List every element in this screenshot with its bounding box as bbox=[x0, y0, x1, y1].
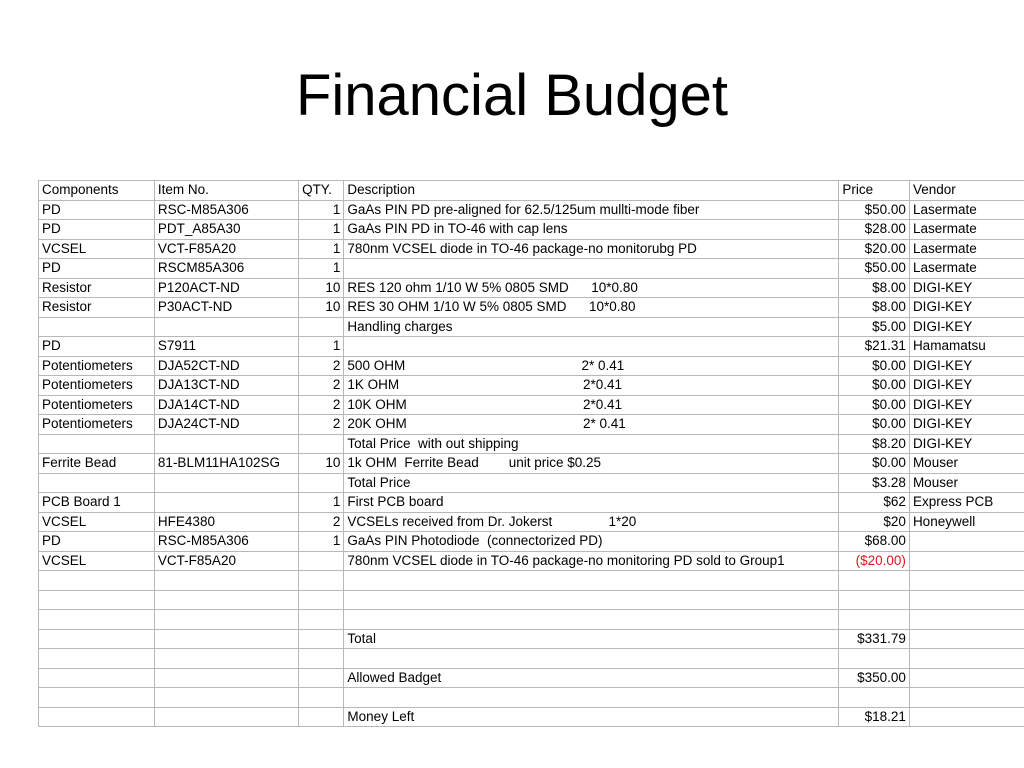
cell-price: ($20.00) bbox=[839, 551, 910, 571]
cell-component: PD bbox=[39, 220, 155, 240]
cell-vendor: Hamamatsu bbox=[909, 337, 1024, 357]
cell-vendor: Honeywell bbox=[909, 512, 1024, 532]
cell-qty: 2 bbox=[299, 415, 344, 435]
cell-item-no bbox=[154, 317, 298, 337]
cell-qty bbox=[299, 610, 344, 630]
cell-vendor: Mouser bbox=[909, 454, 1024, 474]
cell-item-no bbox=[154, 493, 298, 513]
cell-description: RES 120 ohm 1/10 W 5% 0805 SMD 10*0.80 bbox=[344, 278, 839, 298]
cell-vendor bbox=[909, 649, 1024, 669]
cell-description: 780nm VCSEL diode in TO-46 package-no monitorubg PD bbox=[344, 239, 839, 259]
cell-item-no: S7911 bbox=[154, 337, 298, 357]
cell-description: Handling charges bbox=[344, 317, 839, 337]
cell-qty: 2 bbox=[299, 376, 344, 396]
cell-vendor: DIGI-KEY bbox=[909, 298, 1024, 318]
cell-item-no bbox=[154, 610, 298, 630]
table-row bbox=[39, 298, 1024, 318]
cell-component bbox=[39, 571, 155, 591]
cell-vendor: Express PCB bbox=[909, 493, 1024, 513]
cell-description: 1k OHM Ferrite Bead unit price $0.25 bbox=[344, 454, 839, 474]
table-header-row bbox=[39, 181, 1024, 201]
table-row bbox=[39, 532, 1024, 552]
cell-qty bbox=[299, 707, 344, 727]
cell-qty bbox=[299, 571, 344, 591]
header-price: Price bbox=[839, 181, 910, 201]
cell-item-no: RSCM85A306 bbox=[154, 259, 298, 279]
cell-item-no bbox=[154, 668, 298, 688]
cell-price: $0.00 bbox=[839, 376, 910, 396]
table-row bbox=[39, 220, 1024, 240]
table-row bbox=[39, 278, 1024, 298]
cell-item-no: RSC-M85A306 bbox=[154, 200, 298, 220]
table-row bbox=[39, 259, 1024, 279]
cell-description: Total Price with out shipping bbox=[344, 434, 839, 454]
header-vendor: Vendor bbox=[909, 181, 1024, 201]
cell-component bbox=[39, 610, 155, 630]
cell-qty: 2 bbox=[299, 395, 344, 415]
cell-price: $0.00 bbox=[839, 356, 910, 376]
table-row bbox=[39, 629, 1024, 649]
cell-item-no: P120ACT-ND bbox=[154, 278, 298, 298]
cell-qty: 1 bbox=[299, 337, 344, 357]
table-row bbox=[39, 239, 1024, 259]
cell-qty: 1 bbox=[299, 493, 344, 513]
cell-vendor: DIGI-KEY bbox=[909, 434, 1024, 454]
cell-description: Total Price bbox=[344, 473, 839, 493]
cell-price: $8.20 bbox=[839, 434, 910, 454]
cell-component bbox=[39, 688, 155, 708]
cell-description: 20K OHM 2* 0.41 bbox=[344, 415, 839, 435]
cell-price: $18.21 bbox=[839, 707, 910, 727]
cell-item-no: DJA13CT-ND bbox=[154, 376, 298, 396]
cell-item-no bbox=[154, 649, 298, 669]
cell-description: Total bbox=[344, 629, 839, 649]
header-description: Description bbox=[344, 181, 839, 201]
cell-item-no: VCT-F85A20 bbox=[154, 239, 298, 259]
cell-component: PD bbox=[39, 200, 155, 220]
cell-vendor: DIGI-KEY bbox=[909, 356, 1024, 376]
cell-item-no bbox=[154, 590, 298, 610]
cell-description: 1K OHM 2*0.41 bbox=[344, 376, 839, 396]
cell-component: Ferrite Bead bbox=[39, 454, 155, 474]
cell-vendor bbox=[909, 688, 1024, 708]
cell-qty bbox=[299, 434, 344, 454]
cell-price: $50.00 bbox=[839, 200, 910, 220]
cell-price: $331.79 bbox=[839, 629, 910, 649]
cell-qty: 1 bbox=[299, 239, 344, 259]
table-row bbox=[39, 317, 1024, 337]
cell-vendor: Lasermate bbox=[909, 200, 1024, 220]
cell-qty: 1 bbox=[299, 532, 344, 552]
cell-qty bbox=[299, 551, 344, 571]
table-row bbox=[39, 415, 1024, 435]
cell-description: Allowed Badget bbox=[344, 668, 839, 688]
cell-component: PCB Board 1 bbox=[39, 493, 155, 513]
cell-qty: 10 bbox=[299, 298, 344, 318]
cell-component bbox=[39, 668, 155, 688]
cell-price: $0.00 bbox=[839, 395, 910, 415]
cell-price: $50.00 bbox=[839, 259, 910, 279]
header-components: Components bbox=[39, 181, 155, 201]
table-row bbox=[39, 356, 1024, 376]
table-row bbox=[39, 200, 1024, 220]
table-row bbox=[39, 454, 1024, 474]
cell-component: Potentiometers bbox=[39, 356, 155, 376]
cell-description bbox=[344, 571, 839, 591]
cell-qty: 10 bbox=[299, 278, 344, 298]
cell-vendor: DIGI-KEY bbox=[909, 395, 1024, 415]
cell-vendor bbox=[909, 668, 1024, 688]
cell-vendor: DIGI-KEY bbox=[909, 415, 1024, 435]
cell-description bbox=[344, 590, 839, 610]
cell-qty: 10 bbox=[299, 454, 344, 474]
table-row bbox=[39, 376, 1024, 396]
cell-vendor bbox=[909, 629, 1024, 649]
cell-price: $28.00 bbox=[839, 220, 910, 240]
cell-component: Potentiometers bbox=[39, 376, 155, 396]
cell-qty bbox=[299, 688, 344, 708]
table-row bbox=[39, 337, 1024, 357]
cell-component bbox=[39, 629, 155, 649]
table-row bbox=[39, 707, 1024, 727]
cell-description: 780nm VCSEL diode in TO-46 package-no monitoring PD sold to Group1 bbox=[344, 551, 839, 571]
cell-description: RES 30 OHM 1/10 W 5% 0805 SMD 10*0.80 bbox=[344, 298, 839, 318]
cell-vendor: DIGI-KEY bbox=[909, 376, 1024, 396]
cell-item-no: PDT_A85A30 bbox=[154, 220, 298, 240]
cell-description bbox=[344, 610, 839, 630]
table-row bbox=[39, 649, 1024, 669]
cell-item-no: DJA52CT-ND bbox=[154, 356, 298, 376]
cell-price bbox=[839, 571, 910, 591]
cell-qty: 2 bbox=[299, 356, 344, 376]
cell-item-no bbox=[154, 688, 298, 708]
header-item-no: Item No. bbox=[154, 181, 298, 201]
cell-vendor: Lasermate bbox=[909, 239, 1024, 259]
cell-qty bbox=[299, 668, 344, 688]
cell-item-no bbox=[154, 473, 298, 493]
cell-item-no: 81-BLM11HA102SG bbox=[154, 454, 298, 474]
cell-qty bbox=[299, 317, 344, 337]
cell-qty bbox=[299, 590, 344, 610]
table-row bbox=[39, 551, 1024, 571]
cell-component bbox=[39, 649, 155, 669]
cell-vendor: Mouser bbox=[909, 473, 1024, 493]
cell-item-no bbox=[154, 434, 298, 454]
cell-price: $68.00 bbox=[839, 532, 910, 552]
table-row bbox=[39, 610, 1024, 630]
cell-component: PD bbox=[39, 259, 155, 279]
cell-component: VCSEL bbox=[39, 239, 155, 259]
cell-price: $20 bbox=[839, 512, 910, 532]
cell-vendor: Lasermate bbox=[909, 220, 1024, 240]
cell-component: Potentiometers bbox=[39, 395, 155, 415]
cell-item-no: DJA14CT-ND bbox=[154, 395, 298, 415]
table-row bbox=[39, 590, 1024, 610]
cell-price: $62 bbox=[839, 493, 910, 513]
cell-price: $8.00 bbox=[839, 298, 910, 318]
cell-description: GaAs PIN Photodiode (connectorized PD) bbox=[344, 532, 839, 552]
cell-item-no bbox=[154, 707, 298, 727]
cell-vendor: DIGI-KEY bbox=[909, 317, 1024, 337]
cell-description bbox=[344, 688, 839, 708]
cell-vendor bbox=[909, 571, 1024, 591]
cell-component: VCSEL bbox=[39, 512, 155, 532]
cell-qty bbox=[299, 473, 344, 493]
cell-price: $5.00 bbox=[839, 317, 910, 337]
cell-component: Potentiometers bbox=[39, 415, 155, 435]
table-row bbox=[39, 395, 1024, 415]
cell-item-no: VCT-F85A20 bbox=[154, 551, 298, 571]
cell-component: PD bbox=[39, 532, 155, 552]
table-row bbox=[39, 668, 1024, 688]
header-qty: QTY. bbox=[299, 181, 344, 201]
cell-item-no: HFE4380 bbox=[154, 512, 298, 532]
table-row bbox=[39, 473, 1024, 493]
cell-qty: 1 bbox=[299, 259, 344, 279]
cell-price bbox=[839, 610, 910, 630]
cell-component bbox=[39, 590, 155, 610]
table-row bbox=[39, 688, 1024, 708]
cell-qty: 1 bbox=[299, 220, 344, 240]
cell-qty: 1 bbox=[299, 200, 344, 220]
cell-price: $0.00 bbox=[839, 415, 910, 435]
cell-description: GaAs PIN PD pre-aligned for 62.5/125um mullti-mode fiber bbox=[344, 200, 839, 220]
cell-vendor: DIGI-KEY bbox=[909, 278, 1024, 298]
cell-component bbox=[39, 317, 155, 337]
budget-table bbox=[38, 180, 1024, 727]
table-row bbox=[39, 571, 1024, 591]
cell-qty: 2 bbox=[299, 512, 344, 532]
cell-description bbox=[344, 337, 839, 357]
cell-item-no bbox=[154, 571, 298, 591]
cell-item-no: DJA24CT-ND bbox=[154, 415, 298, 435]
cell-vendor: Lasermate bbox=[909, 259, 1024, 279]
cell-qty bbox=[299, 649, 344, 669]
cell-price bbox=[839, 649, 910, 669]
cell-component bbox=[39, 473, 155, 493]
cell-price: $350.00 bbox=[839, 668, 910, 688]
cell-vendor bbox=[909, 551, 1024, 571]
cell-component: Resistor bbox=[39, 278, 155, 298]
cell-description: Money Left bbox=[344, 707, 839, 727]
cell-price: $3.28 bbox=[839, 473, 910, 493]
cell-item-no: RSC-M85A306 bbox=[154, 532, 298, 552]
budget-table-body bbox=[39, 181, 1024, 727]
cell-component bbox=[39, 707, 155, 727]
cell-component bbox=[39, 434, 155, 454]
cell-component: Resistor bbox=[39, 298, 155, 318]
cell-component: PD bbox=[39, 337, 155, 357]
cell-description bbox=[344, 649, 839, 669]
table-row bbox=[39, 512, 1024, 532]
cell-description: First PCB board bbox=[344, 493, 839, 513]
cell-qty bbox=[299, 629, 344, 649]
cell-item-no bbox=[154, 629, 298, 649]
cell-price: $8.00 bbox=[839, 278, 910, 298]
cell-price: $20.00 bbox=[839, 239, 910, 259]
cell-description bbox=[344, 259, 839, 279]
cell-vendor bbox=[909, 610, 1024, 630]
cell-description: 500 OHM 2* 0.41 bbox=[344, 356, 839, 376]
cell-item-no: P30ACT-ND bbox=[154, 298, 298, 318]
cell-description: GaAs PIN PD in TO-46 with cap lens bbox=[344, 220, 839, 240]
cell-vendor bbox=[909, 532, 1024, 552]
table-row bbox=[39, 493, 1024, 513]
page-title: Financial Budget bbox=[295, 63, 729, 128]
cell-description: 10K OHM 2*0.41 bbox=[344, 395, 839, 415]
cell-price: $0.00 bbox=[839, 454, 910, 474]
cell-price: $21.31 bbox=[839, 337, 910, 357]
cell-price bbox=[839, 590, 910, 610]
cell-description: VCSELs received from Dr. Jokerst 1*20 bbox=[344, 512, 839, 532]
cell-component: VCSEL bbox=[39, 551, 155, 571]
cell-vendor bbox=[909, 590, 1024, 610]
table-row bbox=[39, 434, 1024, 454]
cell-vendor bbox=[909, 707, 1024, 727]
cell-price bbox=[839, 688, 910, 708]
